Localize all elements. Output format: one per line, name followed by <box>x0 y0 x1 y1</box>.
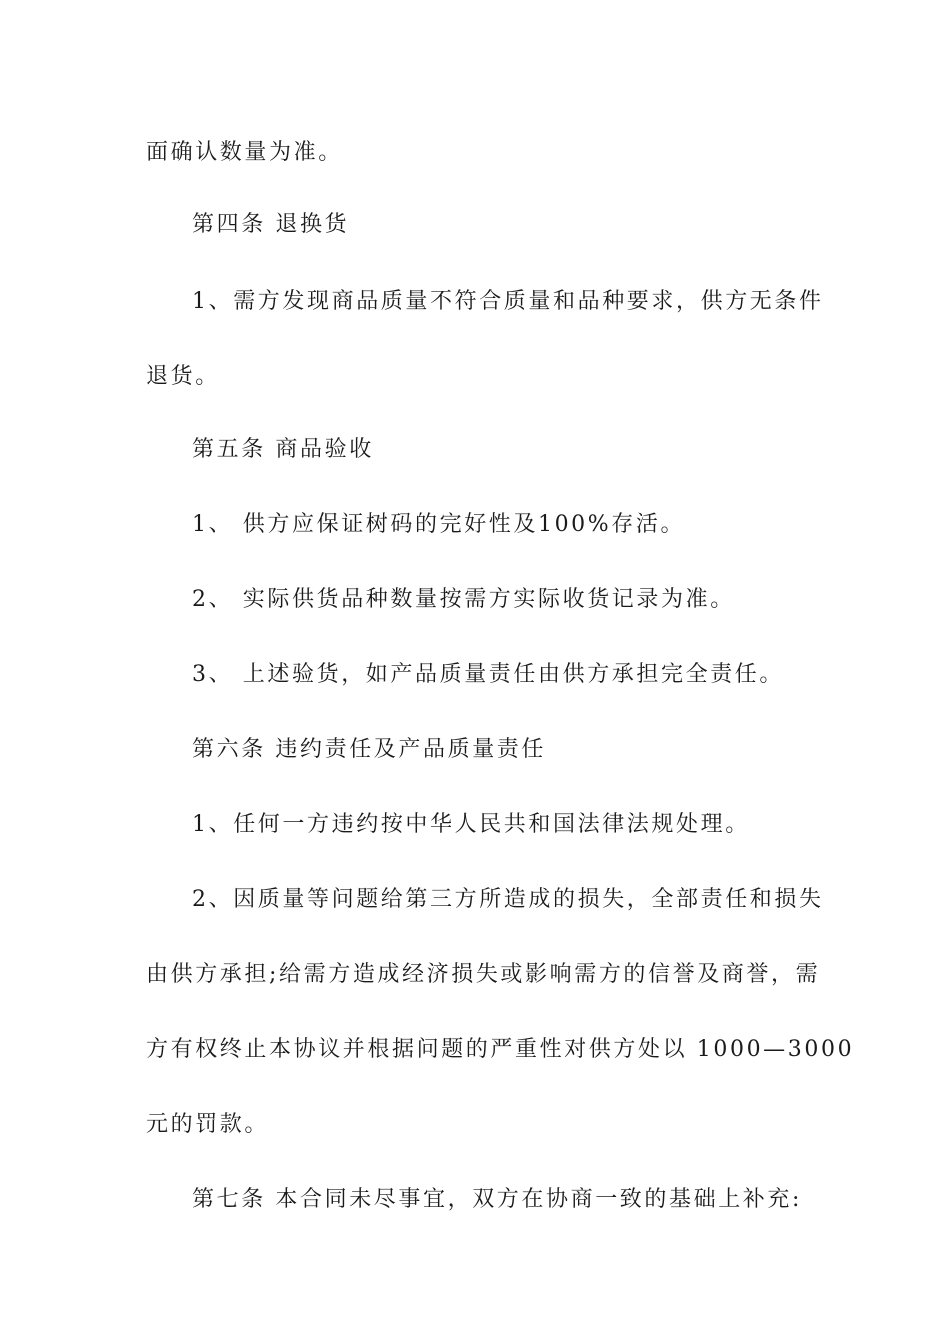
text-line-continuation: 面确认数量为准。 <box>146 140 343 165</box>
article-6-item-2-cont-2: 方有权终止本协议并根据问题的严重性对供方处以 1000—3000 <box>146 1037 855 1062</box>
article-6-heading: 第六条 违约责任及产品质量责任 <box>192 737 546 762</box>
article-5-item-3: 3、 上述验货，如产品质量责任由供方承担完全责任。 <box>192 662 784 687</box>
article-5-heading: 第五条 商品验收 <box>192 437 374 462</box>
article-5-item-1: 1、 供方应保证树码的完好性及100%存活。 <box>192 512 686 537</box>
article-6-item-1: 1、任何一方违约按中华人民共和国法律法规处理。 <box>192 812 750 837</box>
article-4-heading: 第四条 退换货 <box>192 212 350 237</box>
article-6-item-2-cont-3: 元的罚款。 <box>146 1112 270 1137</box>
article-4-item-1: 1、需方发现商品质量不符合质量和品种要求，供方无条件 <box>192 289 824 314</box>
article-7-heading: 第七条 本合同未尽事宜，双方在协商一致的基础上补充: <box>192 1187 803 1212</box>
article-4-item-1-cont: 退货。 <box>146 364 220 389</box>
article-6-item-2: 2、因质量等问题给第三方所造成的损失，全部责任和损失 <box>192 887 824 912</box>
article-6-item-2-cont-1: 由供方承担;给需方造成经济损失或影响需方的信誉及商誉，需 <box>146 962 821 987</box>
article-5-item-2: 2、 实际供货品种数量按需方实际收货记录为准。 <box>192 587 735 612</box>
